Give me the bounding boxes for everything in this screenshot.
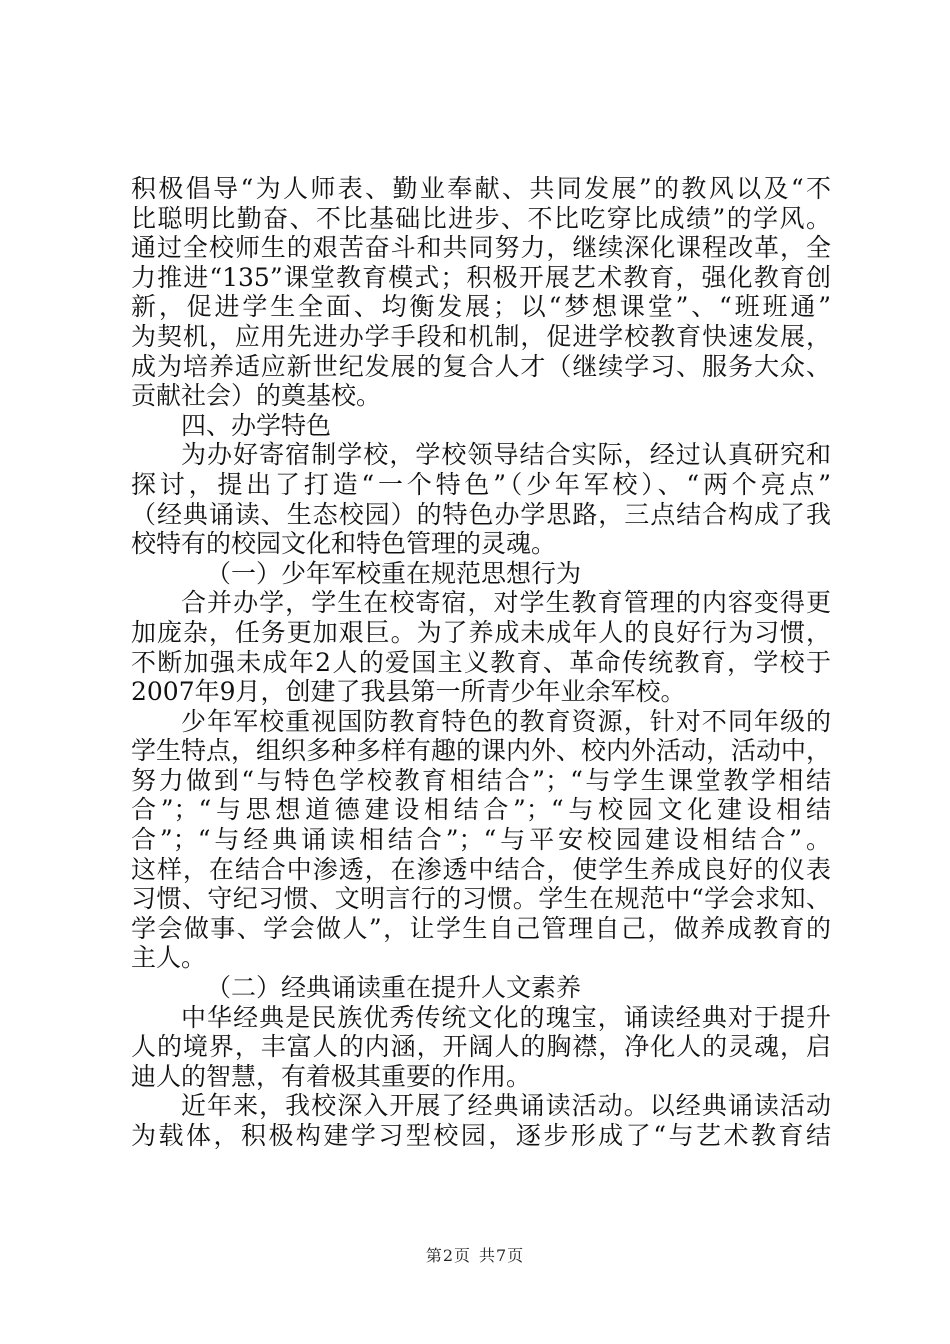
text-line: 合并办学，学生在校寄宿，对学生教育管理的内容变得更 xyxy=(181,588,831,618)
text-line: 比聪明比勤奋、不比基础比进步、不比吃穿比成绩”的学风。 xyxy=(131,203,831,233)
text-line: 主人。 xyxy=(131,943,207,973)
text-line: 学会做事、学会做人”，让学生自己管理自己，做养成教育的 xyxy=(131,913,831,943)
page-number: 第2页 xyxy=(425,1246,471,1265)
text-line: 探讨，提出了打造“一个特色”（少年军校）、“两个亮点” xyxy=(131,469,831,499)
text-line: （二）经典诵读重在提升人文素养 xyxy=(206,973,582,1003)
page-footer xyxy=(0,1243,950,1266)
text-line: 加庞杂，任务更加艰巨。为了养成未成年人的良好行为习惯， xyxy=(131,617,831,647)
text-line: 不断加强未成年2人的爱国主义教育、革命传统教育，学校于 xyxy=(131,647,831,677)
text-line: 成为培养适应新世纪发展的复合人才（继续学习、服务大众、 xyxy=(131,351,831,381)
text-line: （经典诵读、生态校园）的特色办学思路，三点结合构成了我 xyxy=(131,499,831,529)
text-line: 为办好寄宿制学校，学校领导结合实际，经过认真研究和 xyxy=(181,440,831,470)
text-line: 习惯、守纪习惯、文明言行的习惯。学生在规范中“学会求知、 xyxy=(131,884,831,914)
text-line: 近年来，我校深入开展了经典诵读活动。以经典诵读活动 xyxy=(181,1091,831,1121)
text-line: 学生特点，组织多种多样有趣的课内外、校内外活动，活动中， xyxy=(131,736,832,766)
text-line: 贡献社会）的奠基校。 xyxy=(131,381,382,411)
text-line: 这样，在结合中渗透，在渗透中结合，使学生养成良好的仪表 xyxy=(131,854,831,884)
text-line: （一）少年军校重在规范思想行为 xyxy=(206,558,582,588)
text-line: 为载体，积极构建学习型校园，逐步形成了“与艺术教育结 xyxy=(131,1121,831,1150)
text-line: 2007年9月，创建了我县第一所青少年业余军校。 xyxy=(131,677,686,707)
text-line: 为契机，应用先进办学手段和机制，促进学校教育快速发展， xyxy=(131,321,831,351)
text-line: 积极倡导“为人师表、勤业奉献、共同发展”的教风以及“不 xyxy=(131,174,831,203)
text-line: 力推进“135”课堂教育模式；积极开展艺术教育，强化教育创 xyxy=(131,262,831,292)
text-line: 中华经典是民族优秀传统文化的瑰宝，诵读经典对于提升 xyxy=(181,1002,831,1032)
text-line: 合”；“与思想道德建设相结合”；“与校园文化建设相结 xyxy=(131,795,831,825)
document-body xyxy=(131,174,831,1151)
text-line: 合”；“与经典诵读相结合”；“与平安校园建设相结合”。 xyxy=(131,825,831,855)
text-line: 新，促进学生全面、均衡发展；以“梦想课堂”、“班班通” xyxy=(131,292,831,322)
text-line: 迪人的智慧，有着极其重要的作用。 xyxy=(131,1061,532,1091)
text-line: 校特有的校园文化和特色管理的灵魂。 xyxy=(131,529,557,559)
text-line: 人的境界，丰富人的内涵，开阔人的胸襟，净化人的灵魂，启 xyxy=(131,1032,831,1062)
text-line: 四、办学特色 xyxy=(181,410,332,440)
text-line: 通过全校师生的艰苦奋斗和共同努力，继续深化课程改革，全 xyxy=(131,233,831,263)
page-total: 共7页 xyxy=(479,1246,525,1265)
text-line: 努力做到“与特色学校教育相结合”；“与学生课堂教学相结 xyxy=(131,765,831,795)
text-line: 少年军校重视国防教育特色的教育资源，针对不同年级的 xyxy=(181,706,831,736)
